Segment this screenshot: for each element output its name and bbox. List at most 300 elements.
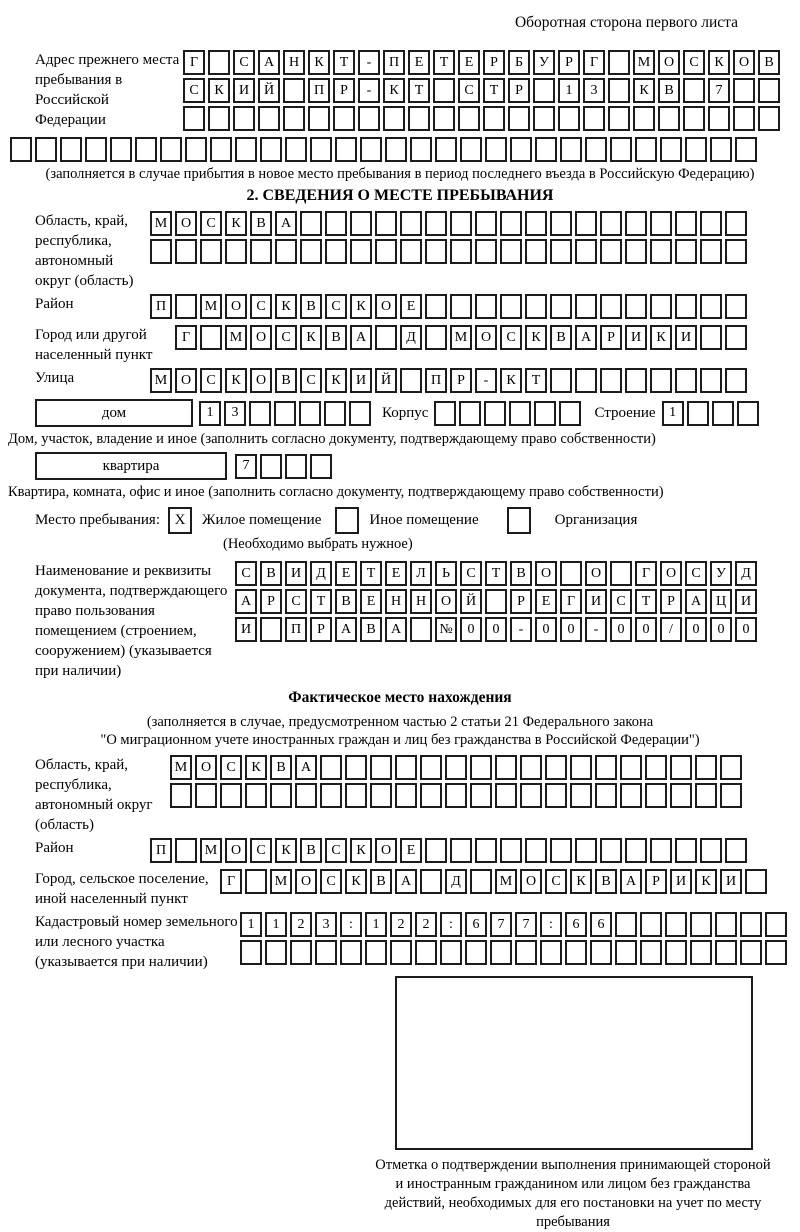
char-cell[interactable]: У [533,50,555,75]
char-cell[interactable]: М [200,294,222,319]
char-cell[interactable] [470,783,492,808]
char-cell[interactable]: К [500,368,522,393]
char-cell[interactable] [410,137,432,162]
char-cell[interactable] [483,106,505,131]
char-cell[interactable]: 3 [224,401,246,426]
char-cell[interactable] [433,78,455,103]
char-cell[interactable] [733,106,755,131]
char-cell[interactable]: Д [400,325,422,350]
char-cell[interactable] [435,137,457,162]
char-cell[interactable]: О [250,368,272,393]
char-cell[interactable] [645,755,667,780]
char-cell[interactable]: : [540,912,562,937]
char-cell[interactable]: Г [220,869,242,894]
char-cell[interactable] [725,325,747,350]
char-cell[interactable] [708,106,730,131]
char-cell[interactable]: С [233,50,255,75]
char-cell[interactable]: - [358,78,380,103]
char-cell[interactable]: В [510,561,532,586]
char-cell[interactable]: П [285,617,307,642]
char-cell[interactable] [160,137,182,162]
char-cell[interactable] [375,211,397,236]
char-cell[interactable]: Р [508,78,530,103]
char-cell[interactable] [608,78,630,103]
char-cell[interactable]: С [250,294,272,319]
char-cell[interactable] [370,783,392,808]
char-cell[interactable] [290,940,312,965]
char-cell[interactable]: С [275,325,297,350]
char-cell[interactable] [700,368,722,393]
char-cell[interactable] [640,912,662,937]
char-cell[interactable]: 0 [610,617,632,642]
char-cell[interactable] [258,106,280,131]
char-cell[interactable] [358,106,380,131]
char-cell[interactable]: Р [333,78,355,103]
char-cell[interactable]: К [225,211,247,236]
char-cell[interactable] [450,838,472,863]
char-cell[interactable]: К [633,78,655,103]
char-cell[interactable] [765,912,787,937]
char-cell[interactable]: Р [600,325,622,350]
char-cell[interactable]: С [325,294,347,319]
char-cell[interactable] [533,106,555,131]
char-cell[interactable]: Й [460,589,482,614]
char-cell[interactable]: М [450,325,472,350]
char-cell[interactable]: С [220,755,242,780]
char-cell[interactable]: М [200,838,222,863]
char-cell[interactable]: 3 [315,912,337,937]
char-cell[interactable] [520,755,542,780]
char-cell[interactable] [420,869,442,894]
char-cell[interactable]: № [435,617,457,642]
char-cell[interactable] [295,783,317,808]
char-cell[interactable] [533,78,555,103]
char-cell[interactable]: - [358,50,380,75]
char-cell[interactable]: Р [645,869,667,894]
char-cell[interactable]: 1 [240,912,262,937]
char-cell[interactable] [665,912,687,937]
char-cell[interactable]: Б [508,50,530,75]
char-cell[interactable] [10,137,32,162]
char-cell[interactable] [260,454,282,479]
char-cell[interactable] [445,783,467,808]
char-cell[interactable] [400,368,422,393]
char-cell[interactable] [560,561,582,586]
char-cell[interactable] [349,401,371,426]
char-cell[interactable]: М [633,50,655,75]
char-cell[interactable] [240,940,262,965]
char-cell[interactable] [700,211,722,236]
char-cell[interactable]: И [350,368,372,393]
char-cell[interactable]: К [225,368,247,393]
char-cell[interactable]: В [300,294,322,319]
char-cell[interactable]: М [270,869,292,894]
char-cell[interactable]: К [525,325,547,350]
char-cell[interactable] [300,211,322,236]
char-cell[interactable] [459,401,481,426]
char-cell[interactable] [565,940,587,965]
char-cell[interactable] [440,940,462,965]
char-cell[interactable] [650,239,672,264]
char-cell[interactable]: И [235,617,257,642]
char-cell[interactable] [425,239,447,264]
char-cell[interactable] [308,106,330,131]
char-cell[interactable] [650,838,672,863]
char-cell[interactable] [560,137,582,162]
char-cell[interactable] [484,401,506,426]
char-cell[interactable]: С [320,869,342,894]
char-cell[interactable]: С [545,869,567,894]
char-cell[interactable] [575,368,597,393]
char-cell[interactable]: И [625,325,647,350]
char-cell[interactable] [415,940,437,965]
char-cell[interactable]: О [225,294,247,319]
char-cell[interactable] [185,137,207,162]
char-cell[interactable] [550,368,572,393]
char-cell[interactable]: 6 [590,912,612,937]
char-cell[interactable]: Н [385,589,407,614]
char-cell[interactable] [690,940,712,965]
char-cell[interactable] [595,755,617,780]
char-cell[interactable] [720,783,742,808]
char-cell[interactable] [615,912,637,937]
char-cell[interactable]: В [658,78,680,103]
char-cell[interactable] [485,589,507,614]
char-cell[interactable]: Г [583,50,605,75]
char-cell[interactable] [500,838,522,863]
char-cell[interactable]: О [535,561,557,586]
char-cell[interactable] [195,783,217,808]
char-cell[interactable] [508,106,530,131]
char-cell[interactable] [575,294,597,319]
char-cell[interactable]: Е [535,589,557,614]
char-cell[interactable]: 2 [290,912,312,937]
char-cell[interactable] [208,50,230,75]
char-cell[interactable]: К [695,869,717,894]
char-cell[interactable]: Е [385,561,407,586]
char-cell[interactable] [365,940,387,965]
char-cell[interactable]: : [440,912,462,937]
char-cell[interactable] [640,940,662,965]
char-cell[interactable] [345,783,367,808]
char-cell[interactable]: Г [635,561,657,586]
char-cell[interactable]: О [435,589,457,614]
char-cell[interactable] [245,869,267,894]
char-cell[interactable]: 0 [685,617,707,642]
char-cell[interactable] [575,239,597,264]
char-cell[interactable] [408,106,430,131]
char-cell[interactable] [520,783,542,808]
char-cell[interactable]: В [550,325,572,350]
checkbox-other-premises[interactable] [335,507,359,534]
char-cell[interactable]: 1 [365,912,387,937]
char-cell[interactable] [500,294,522,319]
char-cell[interactable] [620,755,642,780]
char-cell[interactable]: Д [735,561,757,586]
char-cell[interactable] [85,137,107,162]
char-cell[interactable] [715,940,737,965]
char-cell[interactable] [210,137,232,162]
char-cell[interactable]: И [285,561,307,586]
char-cell[interactable]: П [383,50,405,75]
char-cell[interactable]: Р [483,50,505,75]
char-cell[interactable]: 6 [565,912,587,937]
char-cell[interactable] [325,211,347,236]
char-cell[interactable]: О [175,368,197,393]
char-cell[interactable] [495,783,517,808]
char-cell[interactable]: 0 [735,617,757,642]
char-cell[interactable]: Т [310,589,332,614]
char-cell[interactable] [683,106,705,131]
char-cell[interactable]: 1 [265,912,287,937]
char-cell[interactable] [500,239,522,264]
char-cell[interactable]: А [258,50,280,75]
char-cell[interactable]: Т [360,561,382,586]
char-cell[interactable]: - [585,617,607,642]
char-cell[interactable] [675,294,697,319]
char-cell[interactable] [608,106,630,131]
char-cell[interactable]: 0 [710,617,732,642]
char-cell[interactable] [725,838,747,863]
char-cell[interactable] [324,401,346,426]
char-cell[interactable]: / [660,617,682,642]
char-cell[interactable] [600,239,622,264]
char-cell[interactable] [510,137,532,162]
char-cell[interactable] [370,755,392,780]
char-cell[interactable]: В [260,561,282,586]
char-cell[interactable]: П [150,838,172,863]
char-cell[interactable]: А [685,589,707,614]
char-cell[interactable]: К [650,325,672,350]
char-cell[interactable]: А [235,589,257,614]
char-cell[interactable] [740,912,762,937]
char-cell[interactable] [299,401,321,426]
char-cell[interactable]: Л [410,561,432,586]
checkbox-organization[interactable] [507,507,531,534]
char-cell[interactable] [525,239,547,264]
char-cell[interactable]: К [383,78,405,103]
char-cell[interactable]: - [475,368,497,393]
char-cell[interactable] [383,106,405,131]
char-cell[interactable] [220,783,242,808]
char-cell[interactable]: 0 [560,617,582,642]
char-cell[interactable]: Е [408,50,430,75]
char-cell[interactable]: Т [408,78,430,103]
char-cell[interactable]: Е [400,838,422,863]
char-cell[interactable] [558,106,580,131]
char-cell[interactable] [725,239,747,264]
char-cell[interactable] [425,325,447,350]
char-cell[interactable] [490,940,512,965]
char-cell[interactable] [385,137,407,162]
char-cell[interactable] [390,940,412,965]
char-cell[interactable] [710,137,732,162]
char-cell[interactable]: С [183,78,205,103]
char-cell[interactable]: А [620,869,642,894]
char-cell[interactable] [534,401,556,426]
char-cell[interactable] [445,755,467,780]
char-cell[interactable] [625,211,647,236]
char-cell[interactable] [200,239,222,264]
char-cell[interactable]: С [683,50,705,75]
char-cell[interactable] [150,239,172,264]
char-cell[interactable] [274,401,296,426]
char-cell[interactable] [575,838,597,863]
char-cell[interactable]: К [275,838,297,863]
char-cell[interactable]: 3 [583,78,605,103]
char-cell[interactable]: А [575,325,597,350]
char-cell[interactable]: Т [525,368,547,393]
char-cell[interactable] [683,78,705,103]
char-cell[interactable] [475,211,497,236]
char-cell[interactable]: Е [400,294,422,319]
char-cell[interactable] [310,137,332,162]
char-cell[interactable]: О [475,325,497,350]
char-cell[interactable]: И [233,78,255,103]
char-cell[interactable]: К [300,325,322,350]
char-cell[interactable] [733,78,755,103]
char-cell[interactable] [600,211,622,236]
char-cell[interactable]: В [325,325,347,350]
char-cell[interactable]: Е [360,589,382,614]
char-cell[interactable]: - [510,617,532,642]
char-cell[interactable] [650,368,672,393]
char-cell[interactable] [285,137,307,162]
char-cell[interactable] [600,368,622,393]
char-cell[interactable] [265,940,287,965]
char-cell[interactable]: А [295,755,317,780]
char-cell[interactable]: С [285,589,307,614]
char-cell[interactable]: Т [485,561,507,586]
char-cell[interactable] [610,561,632,586]
char-cell[interactable]: Г [560,589,582,614]
char-cell[interactable] [685,137,707,162]
char-cell[interactable]: К [350,294,372,319]
char-cell[interactable] [260,137,282,162]
char-cell[interactable] [283,106,305,131]
char-cell[interactable]: 2 [415,912,437,937]
char-cell[interactable] [350,211,372,236]
char-cell[interactable] [600,294,622,319]
char-cell[interactable] [725,368,747,393]
char-cell[interactable] [410,617,432,642]
char-cell[interactable] [550,838,572,863]
char-cell[interactable]: 0 [485,617,507,642]
char-cell[interactable] [350,239,372,264]
char-cell[interactable]: 0 [535,617,557,642]
char-cell[interactable]: К [708,50,730,75]
char-cell[interactable] [570,783,592,808]
char-cell[interactable]: А [395,869,417,894]
char-cell[interactable] [458,106,480,131]
char-cell[interactable] [433,106,455,131]
char-cell[interactable]: К [245,755,267,780]
char-cell[interactable] [550,239,572,264]
char-cell[interactable] [233,106,255,131]
char-cell[interactable] [175,294,197,319]
char-cell[interactable] [465,940,487,965]
char-cell[interactable] [583,106,605,131]
char-cell[interactable] [595,783,617,808]
char-cell[interactable] [550,294,572,319]
char-cell[interactable]: Й [375,368,397,393]
char-cell[interactable] [670,783,692,808]
char-cell[interactable] [249,401,271,426]
char-cell[interactable]: В [250,211,272,236]
char-cell[interactable] [110,137,132,162]
char-cell[interactable] [320,783,342,808]
char-cell[interactable] [700,838,722,863]
char-cell[interactable] [320,755,342,780]
char-cell[interactable]: Т [333,50,355,75]
char-cell[interactable]: И [585,589,607,614]
char-cell[interactable]: В [370,869,392,894]
char-cell[interactable]: В [270,755,292,780]
char-cell[interactable]: С [460,561,482,586]
char-cell[interactable] [425,294,447,319]
char-cell[interactable] [250,239,272,264]
char-cell[interactable] [345,755,367,780]
char-cell[interactable] [665,940,687,965]
char-cell[interactable] [545,755,567,780]
char-cell[interactable]: С [685,561,707,586]
char-cell[interactable]: М [495,869,517,894]
char-cell[interactable] [450,239,472,264]
char-cell[interactable]: 7 [515,912,537,937]
char-cell[interactable] [495,755,517,780]
char-cell[interactable] [675,239,697,264]
char-cell[interactable] [700,325,722,350]
char-cell[interactable] [450,294,472,319]
char-cell[interactable] [658,106,680,131]
char-cell[interactable]: Т [433,50,455,75]
char-cell[interactable] [283,78,305,103]
char-cell[interactable] [725,211,747,236]
char-cell[interactable]: Р [510,589,532,614]
char-cell[interactable] [235,137,257,162]
char-cell[interactable] [400,211,422,236]
char-cell[interactable]: К [570,869,592,894]
char-cell[interactable]: К [308,50,330,75]
char-cell[interactable] [615,940,637,965]
char-cell[interactable]: А [350,325,372,350]
char-cell[interactable] [695,755,717,780]
char-cell[interactable]: К [275,294,297,319]
char-cell[interactable]: К [325,368,347,393]
char-cell[interactable]: В [758,50,780,75]
char-cell[interactable] [335,137,357,162]
char-cell[interactable]: 1 [558,78,580,103]
char-cell[interactable] [475,239,497,264]
char-cell[interactable]: М [225,325,247,350]
char-cell[interactable]: М [150,368,172,393]
char-cell[interactable] [400,239,422,264]
char-cell[interactable]: 7 [708,78,730,103]
char-cell[interactable]: Ц [710,589,732,614]
char-cell[interactable] [375,325,397,350]
char-cell[interactable]: Т [483,78,505,103]
char-cell[interactable] [650,211,672,236]
char-cell[interactable] [765,940,787,965]
char-cell[interactable] [310,454,332,479]
char-cell[interactable]: : [340,912,362,937]
char-cell[interactable]: О [585,561,607,586]
char-cell[interactable]: Г [183,50,205,75]
char-cell[interactable] [625,838,647,863]
char-cell[interactable] [450,211,472,236]
char-cell[interactable] [675,838,697,863]
char-cell[interactable] [475,294,497,319]
